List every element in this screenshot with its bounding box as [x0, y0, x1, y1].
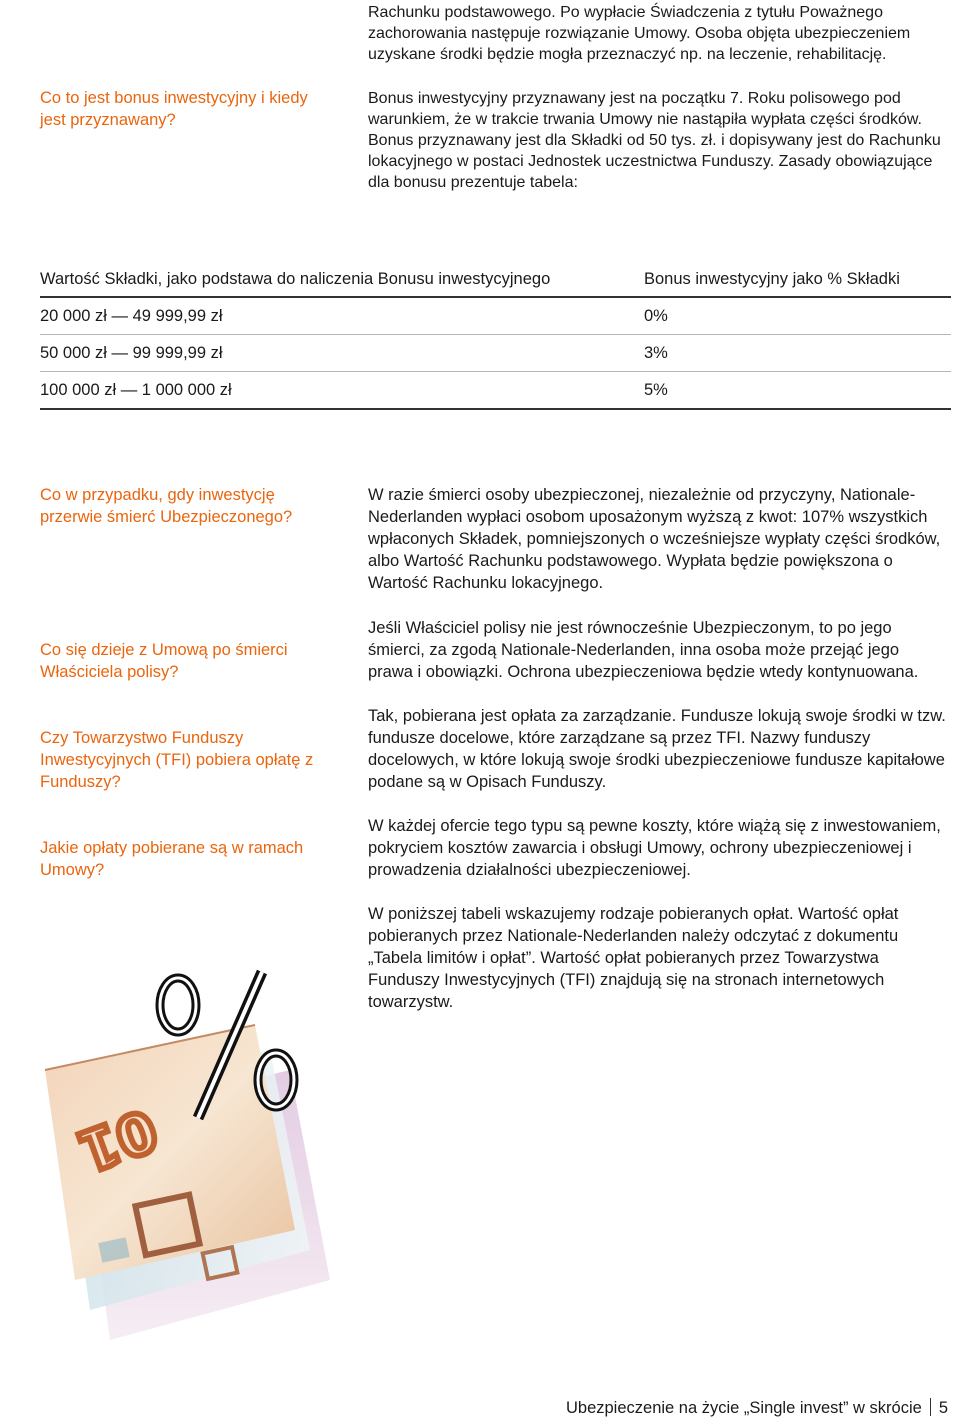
- table-header-bonus: Bonus inwestycyjny jako % Składki: [644, 262, 951, 297]
- footer-title: Ubezpieczenie na życie „Single invest” w skrócie: [565, 1399, 922, 1417]
- faq-question-death-insured: Co w przypadku, gdy inwestycję przerwie śmierć Ubezpieczonego?: [40, 486, 293, 526]
- table-cell-range: 50 000 zł — 99 999,99 zł: [40, 335, 644, 372]
- table-cell-percent: 3%: [644, 335, 951, 372]
- banknotes-drawing: [40, 950, 350, 1350]
- faq-question-fees: Jakie opłaty pobierane są w ramach Umowy?: [40, 839, 304, 879]
- table-header-contribution: Wartość Składki, jako podstawa do naliczenia Bonusu inwestycyjnego: [40, 262, 644, 297]
- fees-note: W poniższej tabeli wskazujemy rodzaje pobieranych opłat. Wartość opłat pobieranych przez Nationale-Nederlanden należy odczytać z dokumentu „Tabela limitów i opłat”. Wartość opłat pobieranych przez Towarzystwa Funduszy Inwestycyjnych (TFI) znajdują się na stronach internetowych towarzystw.: [368, 905, 899, 1011]
- table-row: [40, 372, 951, 410]
- table-header-row: [40, 262, 951, 297]
- bonus-answer: Bonus inwestycyjny przyznawany jest na początku 7. Roku polisowego pod warunkiem, że w trakcie trwania Umowy nie nastąpiła wypłata części środków. Bonus przyznawany jest dla Składki od 50 tys. zł. i dopisywany jest do Rachunku lokacyjnego w postaci Jednostek uczestnictwa Funduszy. Zasady obowiązujące dla bonusu prezentuje tabela:: [368, 90, 941, 191]
- table-cell-range: 20 000 zł — 49 999,99 zł: [40, 297, 644, 335]
- faq-answer-tfi-fee: Tak, pobierana jest opłata za zarządzanie. Fundusze lokują swoje środki w tzw. fundusze docelowe, które zarządzane są przez TFI. Nazwy funduszy docelowych, w które lokują swoje środki ubezpieczeniowe fundusze kapitałowe podane są w Opisach Funduszy.: [368, 707, 946, 791]
- table-cell-range: 100 000 zł — 1 000 000 zł: [40, 372, 644, 410]
- table-cell-percent: 5%: [644, 372, 951, 410]
- intro-text: Rachunku podstawowego. Po wypłacie Świadczenia z tytułu Poważnego zachorowania następuje rozwiązanie Umowy. Osoba objęta ubezpieczeniem uzyskane środki będzie mogła przeznaczyć np. na leczenie, rehabilitację.: [368, 4, 911, 63]
- percent-banknotes-illustration: [40, 950, 350, 1350]
- faq-question-death-owner: Co się dzieje z Umową po śmierci Właściciela polisy?: [40, 641, 288, 681]
- bonus-question: Co to jest bonus inwestycyjny i kiedy jest przyznawany?: [40, 89, 308, 129]
- note-numeral: 01: [69, 1095, 166, 1184]
- table-row: [40, 297, 951, 335]
- faq-answer-death-owner: Jeśli Właściciel polisy nie jest równocześnie Ubezpieczonym, to po jego śmierci, za zgodą Nationale-Nederlanden, inna osoba może przejąć jego prawa i obowiązki. Ochrona ubezpieczeniowa będzie wtedy kontynuowana.: [368, 619, 919, 681]
- faq-answer-fees: W każdej ofercie tego typu są pewne koszty, które wiążą się z inwestowaniem, pokryciem kosztów zawarcia i obsługi Umowy, ochrony ubezpieczeniowej i prowadzenia działalności ubezpieczeniowej.: [368, 817, 941, 879]
- table-cell-percent: 0%: [644, 297, 951, 335]
- bonus-table: [40, 262, 951, 410]
- page-footer: [566, 1398, 948, 1418]
- footer-divider: [930, 1398, 931, 1416]
- table-row: [40, 335, 951, 372]
- faq-answer-death-insured: W razie śmierci osoby ubezpieczonej, niezależnie od przyczyny, Nationale-Nederlanden wypłaci osobom uposażonym wyższą z kwot: 107% wszystkich wpłaconych Składek, pomniejszonych o wcześniejsze wypłaty części środków, albo Wartość Rachunku podstawowego. Wypłata będzie powiększona o Wartość Rachunku lokacyjnego.: [368, 486, 941, 592]
- faq-question-tfi-fee: Czy Towarzystwo Funduszy Inwestycyjnych (TFI) pobiera opłatę z Funduszy?: [40, 729, 314, 791]
- page-number: 5: [938, 1399, 948, 1417]
